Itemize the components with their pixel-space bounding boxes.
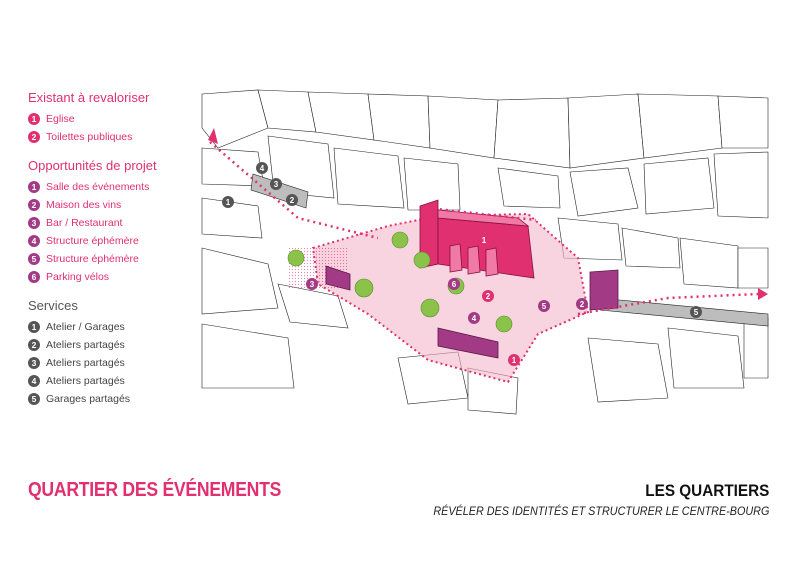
marker-number: 3: [28, 217, 40, 229]
legend-item: [28, 268, 208, 286]
map-marker-label: 4: [259, 164, 265, 173]
map-marker-label: 3: [309, 280, 315, 289]
legend-item: [28, 318, 208, 336]
legend-item: [28, 336, 208, 354]
legend-item-label: Salle des événements: [46, 181, 150, 193]
legend-existant: [28, 90, 208, 146]
legend-item: [28, 250, 208, 268]
map-marker-label: 6: [451, 280, 457, 289]
legend-item-label: Structure éphémère: [46, 235, 139, 247]
legend-opportunites-title: Opportunités de projet: [28, 158, 157, 173]
legend-existant-title: Existant à revaloriser: [28, 90, 150, 105]
legend-item-label: Maison des vins: [46, 199, 122, 211]
marker-number: 2: [28, 339, 40, 351]
legend-item-label: Garages partagés: [46, 393, 131, 405]
section-title: LES QUARTIERS: [644, 481, 769, 500]
marker-number: 1: [28, 321, 40, 333]
legend-item: [28, 390, 208, 408]
legend-item: [28, 178, 208, 196]
marker-number: 5: [28, 393, 40, 405]
legend-item: [28, 354, 208, 372]
legend: [28, 90, 208, 420]
legend-item: [28, 110, 208, 128]
map-marker-label: 1: [225, 198, 231, 207]
legend-item-label: Atelier / Garages: [46, 321, 125, 333]
legend-item: [28, 232, 208, 250]
legend-item-label: Parking vélos: [46, 271, 110, 283]
marker-number: 2: [28, 131, 40, 143]
legend-item-label: Ateliers partagés: [46, 375, 125, 387]
marker-number: 6: [28, 271, 40, 283]
legend-opportunites: [28, 158, 208, 286]
map-marker-label: 5: [693, 308, 699, 317]
legend-item: [28, 372, 208, 390]
legend-services: [28, 298, 208, 408]
map-marker-label: 5: [541, 302, 547, 311]
quarter-title: QUARTIER DES ÉVÉNEMENTS: [28, 479, 282, 501]
legend-item: [28, 128, 208, 146]
legend-item-label: Ateliers partagés: [46, 339, 125, 351]
map-marker-label: 3: [273, 180, 279, 189]
section-subtitle: RÉVÉLER DES IDENTITÉS ET STRUCTURER LE CENTRE-BOURG: [432, 504, 769, 518]
marker-number: 4: [28, 235, 40, 247]
marker-number: 1: [28, 113, 40, 125]
marker-number: 1: [28, 181, 40, 193]
marker-number: 3: [28, 357, 40, 369]
legend-item-label: Eglise: [46, 113, 75, 125]
legend-item: [28, 196, 208, 214]
legend-services-title: Services: [28, 298, 78, 313]
legend-item-label: Toilettes publiques: [46, 131, 133, 143]
marker-number: 5: [28, 253, 40, 265]
legend-item-label: Structure éphémère: [46, 253, 139, 265]
marker-number: 4: [28, 375, 40, 387]
map-marker-label: 4: [471, 314, 477, 323]
legend-item-label: Ateliers partagés: [46, 357, 125, 369]
legend-item: [28, 214, 208, 232]
map-marker-label: 1: [481, 236, 487, 245]
map-marker-label: 1: [511, 356, 517, 365]
section-header: [396, 481, 769, 518]
map-marker-label: 2: [485, 292, 491, 301]
arrow-right: [758, 288, 768, 300]
axonometric-map: [198, 88, 770, 418]
legend-item-label: Bar / Restaurant: [46, 217, 123, 229]
map-marker-label: 2: [579, 300, 585, 309]
marker-number: 2: [28, 199, 40, 211]
map-marker-label: 2: [289, 196, 295, 205]
